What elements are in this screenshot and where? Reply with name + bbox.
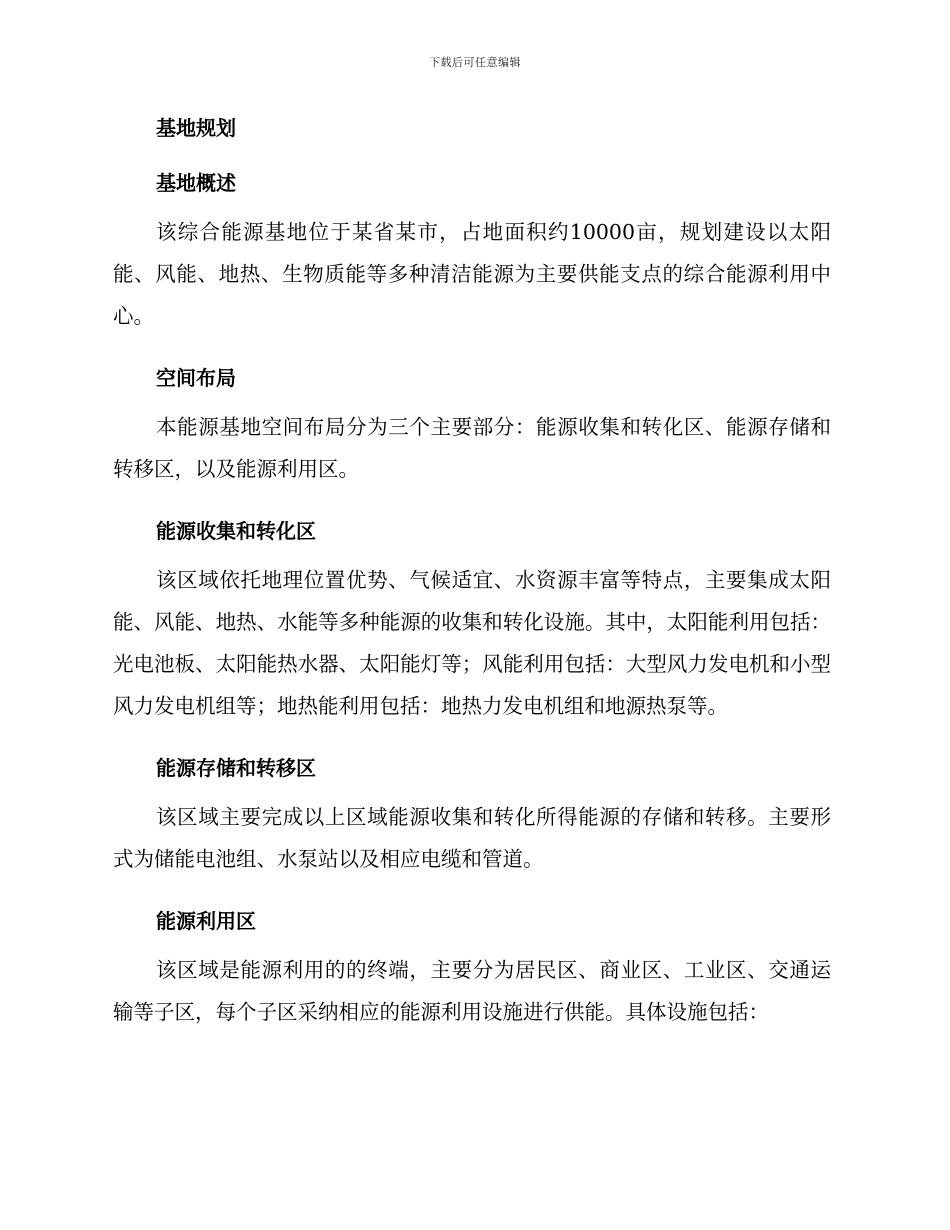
document-title: 基地规划 — [156, 116, 236, 140]
section-heading-collection: 能源收集和转化区 — [156, 519, 316, 543]
document-body — [113, 110, 831, 1033]
page-header-note: 下载后可任意编辑 — [429, 56, 521, 69]
section-paragraph-collection: 该区域依托地理位置优势、气候适宜、水资源丰富等特点，主要集成太阳能、风能、地热、水能等多种能源的收集和转化设施。其中，太阳能利用包括：光电池板、太阳能热水器、太阳能灯等；风能利用包括：大型风力发电机和小型风力发电机组等；地热能利用包括：地热力发电机组和地源热泵等。 — [113, 568, 831, 718]
section-paragraph-utilization: 该区域是能源利用的的终端，主要分为居民区、商业区、工业区、交通运输等子区，每个子区采纳相应的能源利用设施进行供能。具体设施包括： — [113, 958, 831, 1024]
section-heading-layout: 空间布局 — [156, 366, 236, 390]
section-heading-utilization: 能源利用区 — [156, 909, 256, 933]
section-heading-storage: 能源存储和转移区 — [156, 756, 316, 780]
section-heading-overview: 基地概述 — [156, 171, 236, 195]
section-paragraph-storage: 该区域主要完成以上区域能源收集和转化所得能源的存储和转移。主要形式为储能电池组、水泵站以及相应电缆和管道。 — [113, 805, 831, 871]
section-paragraph-overview: 该综合能源基地位于某省某市，占地面积约10000亩，规划建设以太阳能、风能、地热、生物质能等多种清洁能源为主要供能支点的综合能源利用中心。 — [113, 220, 831, 328]
section-paragraph-layout: 本能源基地空间布局分为三个主要部分：能源收集和转化区、能源存储和转移区，以及能源利用区。 — [113, 415, 831, 481]
